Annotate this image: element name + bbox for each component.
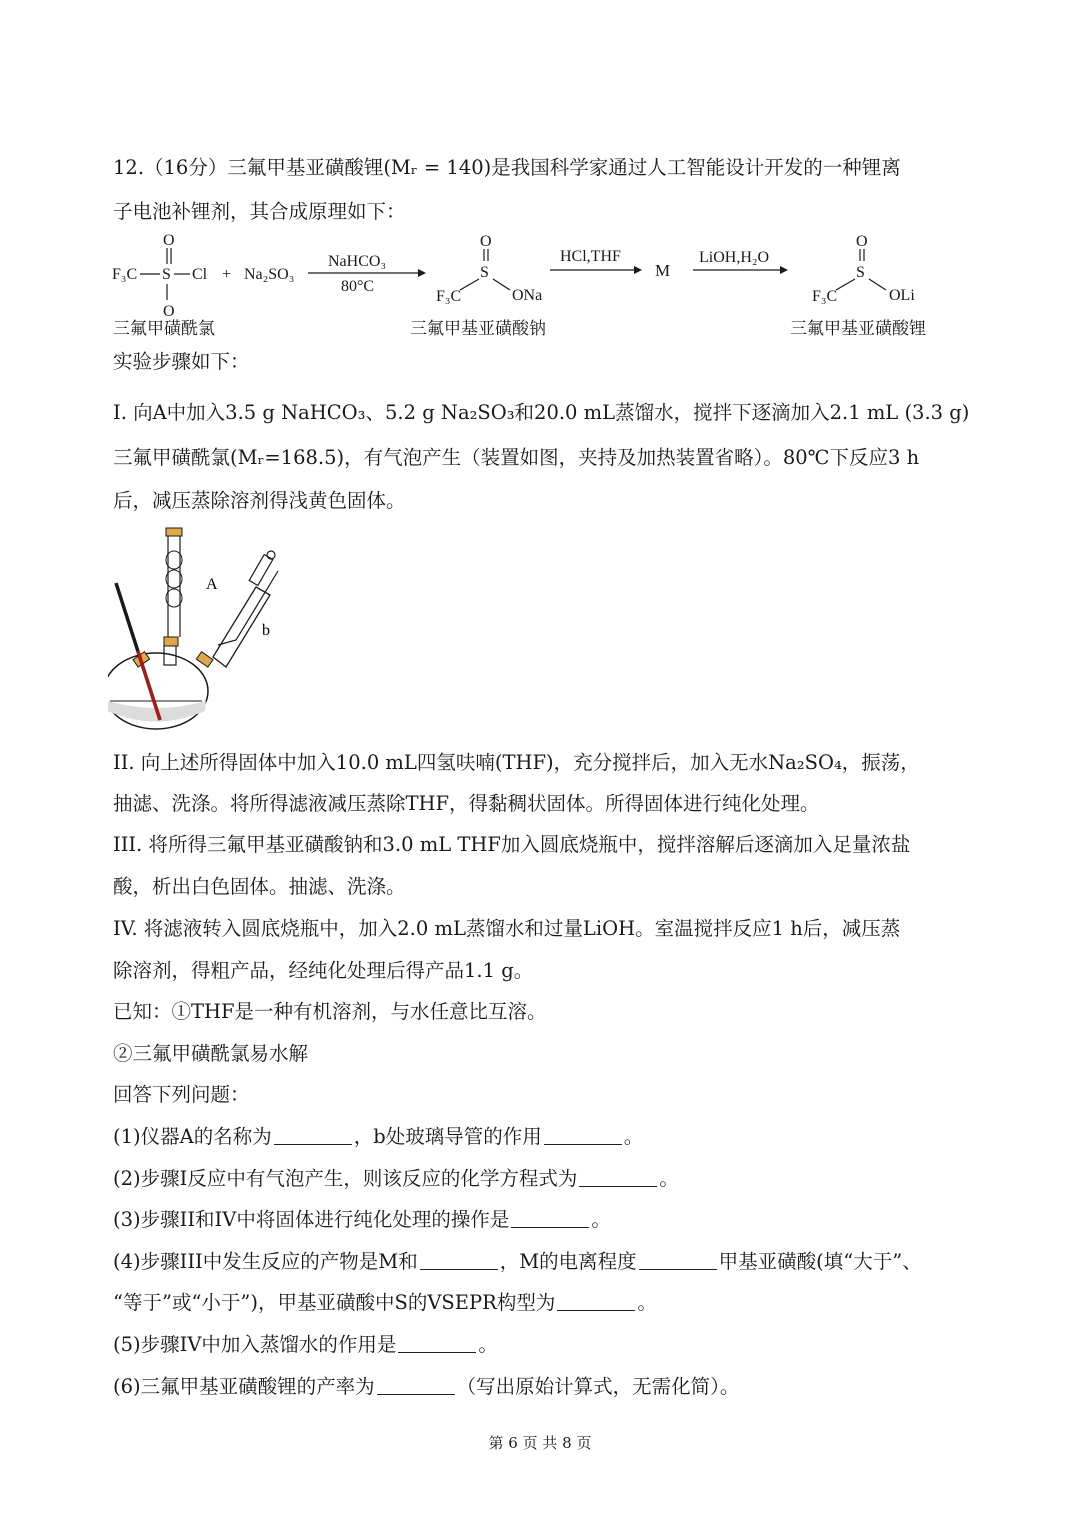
step-2-line-2: 抽滤、洗涤。将所得滤液减压蒸除THF，得黏稠状固体。所得固体进行纯化处理。 <box>113 792 820 815</box>
svg-text:ONa: ONa <box>512 287 543 304</box>
answer-prompt: 回答下列问题： <box>113 1083 250 1106</box>
reactant-1-label: 三氟甲磺酰氯 <box>113 319 215 338</box>
reactant-2: Na₂SO₃ <box>244 266 295 283</box>
arrow-3-reagent: LiOH,H₂O <box>699 249 770 266</box>
answer-blank-1a[interactable] <box>274 1126 352 1145</box>
answer-blank-3[interactable] <box>511 1209 589 1228</box>
atom-o-bottom: O <box>163 303 175 320</box>
question-2: (2)步骤I反应中有气泡产生，则该反应的化学方程式为 。 <box>113 1167 679 1190</box>
question-1: (1)仪器A的名称为 ，b处玻璃导管的作用 。 <box>113 1125 644 1148</box>
question-4-line-2: “等于”或“小于”)，甲基亚磺酸中S的VSEPR构型为 。 <box>113 1291 657 1314</box>
plus-sign: + <box>222 266 232 283</box>
answer-blank-2[interactable] <box>579 1168 657 1187</box>
known-2: ②三氟甲磺酰氯易水解 <box>113 1042 309 1065</box>
step-4-line-2: 除溶剂，得粗产品，经纯化处理后得产品1.1 g。 <box>113 959 534 982</box>
compound-m: M <box>655 261 671 280</box>
step-1-line-2: 三氟甲磺酰氯(Mᵣ=168.5)，有气泡产生（装置如图，夹持及加热装置省略）。80℃下反应3 h <box>113 446 920 469</box>
steps-intro: 实验步骤如下： <box>113 350 250 373</box>
answer-blank-4a[interactable] <box>420 1251 498 1270</box>
step-1-line-1: I. 向A中加入3.5 g NaHCO₃、5.2 g Na₂SO₃和20.0 mL蒸馏水，搅拌下逐滴加入2.1 mL (3.3 g) <box>113 401 970 424</box>
step-3-line-2: 酸，析出白色固体。抽滤、洗涤。 <box>113 875 406 898</box>
atom-s: S <box>162 266 171 283</box>
svg-text:F₃C: F₃C <box>812 288 838 305</box>
svg-text:S: S <box>856 264 865 281</box>
answer-blank-5[interactable] <box>398 1334 476 1353</box>
label-b: b <box>262 622 270 639</box>
question-line-2: 子电池补锂剂，其合成原理如下： <box>113 200 406 223</box>
svg-text:O: O <box>480 233 492 250</box>
svg-text:F₃C: F₃C <box>436 288 462 305</box>
question-6: (6)三氟甲基亚磺酸锂的产率为 （写出原始计算式，无需化简）。 <box>113 1375 740 1398</box>
product-label: 三氟甲基亚磺酸锂 <box>790 319 926 338</box>
svg-text:O: O <box>856 233 868 250</box>
atom-f3c: F₃C <box>112 266 138 283</box>
step-4-line-1: IV. 将滤液转入圆底烧瓶中，加入2.0 mL蒸馏水和过量LiOH。室温搅拌反应1 h后，减压蒸 <box>113 917 901 940</box>
step-3-line-1: III. 将所得三氟甲基亚磺酸钠和3.0 mL THF加入圆底烧瓶中，搅拌溶解后逐滴加入足量浓盐 <box>113 833 911 856</box>
question-3: (3)步骤II和IV中将固体进行纯化处理的操作是 。 <box>113 1208 611 1231</box>
answer-blank-1b[interactable] <box>544 1126 622 1145</box>
atom-o-top: O <box>163 232 175 249</box>
step-2-line-1: II. 向上述所得固体中加入10.0 mL四氢呋喃(THF)，充分搅拌后，加入无水Na₂SO₄，振荡， <box>113 751 920 774</box>
answer-blank-6[interactable] <box>377 1376 455 1395</box>
svg-text:OLi: OLi <box>889 287 915 304</box>
label-a: A <box>206 576 218 593</box>
arrow-1-reagent: NaHCO₃ <box>328 253 387 270</box>
reaction-scheme <box>110 228 970 348</box>
step-1-line-3: 后，减压蒸除溶剂得浅黄色固体。 <box>113 489 406 512</box>
intermediate-label: 三氟甲基亚磺酸钠 <box>410 319 546 338</box>
page-footer: 第 6 页 共 8 页 <box>488 1434 592 1452</box>
arrow-1-condition: 80°C <box>341 278 375 295</box>
answer-blank-4c[interactable] <box>557 1292 635 1311</box>
product-structure <box>812 233 915 305</box>
question-line-1: 12.（16分）三氟甲基亚磺酸锂(Mᵣ = 140)是我国科学家通过人工智能设计开发的一种锂离 <box>113 156 901 179</box>
atom-cl: Cl <box>192 266 208 283</box>
intermediate-structure <box>436 233 542 305</box>
answer-blank-4b[interactable] <box>639 1251 717 1270</box>
arrow-2-reagent: HCl,THF <box>560 248 621 265</box>
apparatus-figure <box>108 525 288 740</box>
svg-text:S: S <box>480 264 489 281</box>
question-4-line-1: (4)步骤III中发生反应的产物是M和 ，M的电离程度 甲基亚磺酸(填“大于”、 <box>113 1250 922 1273</box>
known-1: 已知：①THF是一种有机溶剂，与水任意比互溶。 <box>113 1000 547 1023</box>
reactant-1-structure <box>112 232 208 320</box>
question-5: (5)步骤IV中加入蒸馏水的作用是 。 <box>113 1333 498 1356</box>
